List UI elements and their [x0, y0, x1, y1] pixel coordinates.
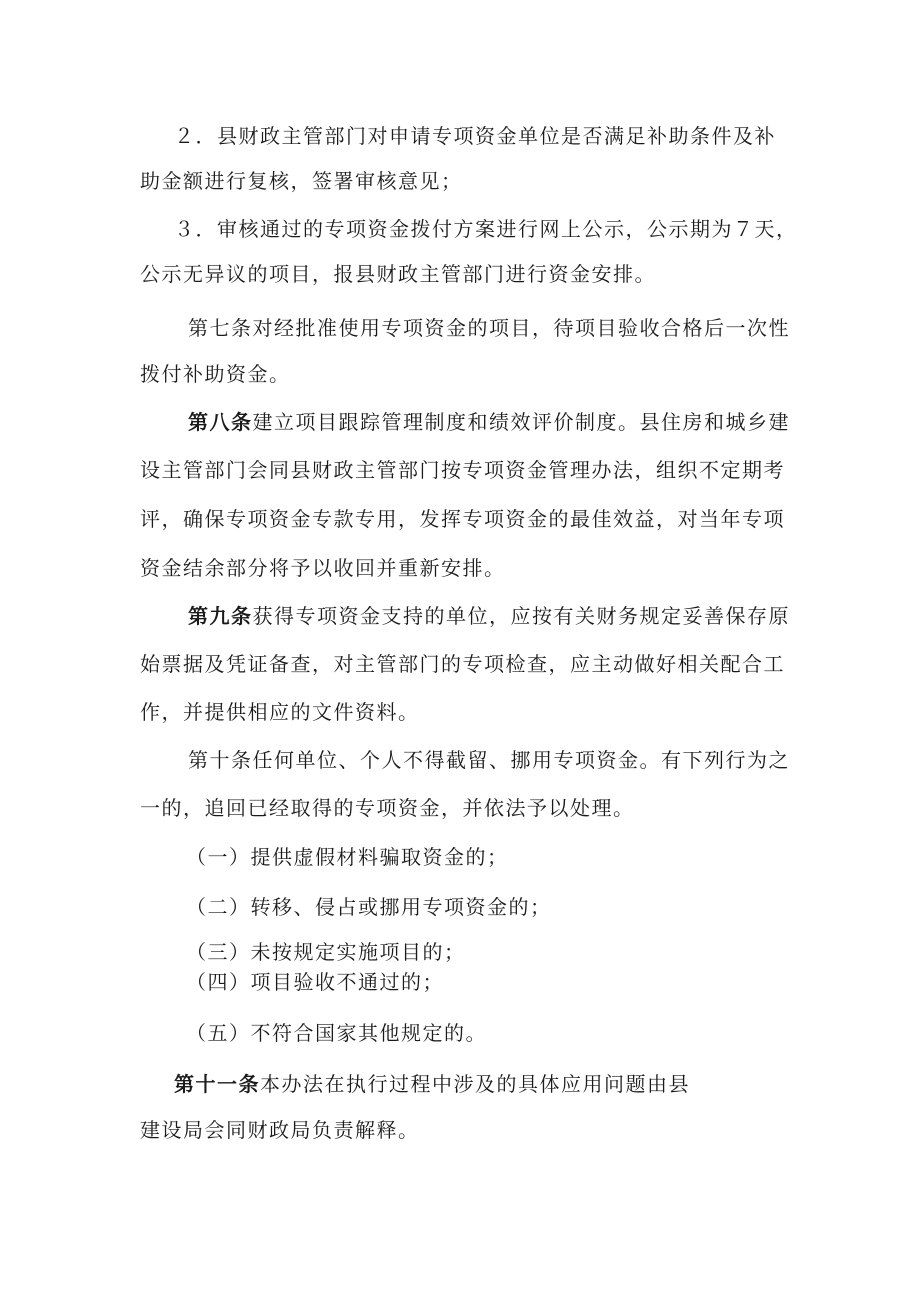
article9-line2: 始票据及凭证备查，对主管部门的专项检查，应主动做好相关配合工 — [140, 652, 785, 676]
article8-heading: 第八条 — [188, 410, 253, 434]
item3-line2: 公示无异议的项目，报县财政主管部门进行资金安排。 — [140, 262, 656, 286]
article10-item-4: （四）项目验收不通过的； — [186, 970, 444, 994]
article9-line1-text: 获得专项资金支持的单位，应按有关财务规定妥善保存原 — [252, 604, 790, 628]
article9-line1 — [188, 604, 790, 628]
article11-line1 — [174, 1072, 690, 1096]
article7-line2: 拨付补助资金。 — [140, 362, 291, 386]
article9-line3: 作，并提供相应的文件资料。 — [140, 700, 420, 724]
article8-line1 — [188, 410, 790, 434]
article8-line4: 资金结余部分将予以收回并重新安排。 — [140, 556, 506, 580]
article11-line2: 建设局会同财政局负责解释。 — [140, 1118, 420, 1142]
article8-line1-text: 建立项目跟踪管理制度和绩效评价制度。县住房和城乡建 — [252, 410, 790, 434]
article11-heading: 第十一条 — [174, 1072, 260, 1096]
article10-item-2: （二）转移、侵占或挪用专项资金的； — [186, 895, 552, 919]
article10-item-3: （三）未按规定实施项目的； — [186, 940, 466, 964]
article8-line2: 设主管部门会同县财政主管部门按专项资金管理办法，组织不定期考 — [140, 458, 785, 482]
article8-line3: 评，确保专项资金专款专用，发挥专项资金的最佳效益，对当年专项 — [140, 507, 785, 531]
article10-line2: 一的，追回已经取得的专项资金，并依法予以处理。 — [140, 796, 635, 820]
article10-item-1: （一）提供虚假材料骗取资金的； — [186, 845, 509, 869]
article7-line1: 第七条对经批准使用专项资金的项目，待项目验收合格后一次性 — [188, 316, 790, 340]
article10-line1: 第十条任何单位、个人不得截留、挪用专项资金。有下列行为之 — [188, 748, 790, 772]
article11-line1-text: 本办法在执行过程中涉及的具体应用问题由县 — [260, 1072, 690, 1096]
item2-line1: ２．县财政主管部门对申请专项资金单位是否满足补助条件及补 — [174, 124, 776, 148]
item3-line1: ３．审核通过的专项资金拨付方案进行网上公示，公示期为７天， — [174, 217, 798, 241]
article9-heading: 第九条 — [188, 604, 253, 628]
item2-line2: 助金额进行复核，签署审核意见； — [140, 169, 463, 193]
article10-item-5: （五）不符合国家其他规定的。 — [186, 1021, 487, 1045]
